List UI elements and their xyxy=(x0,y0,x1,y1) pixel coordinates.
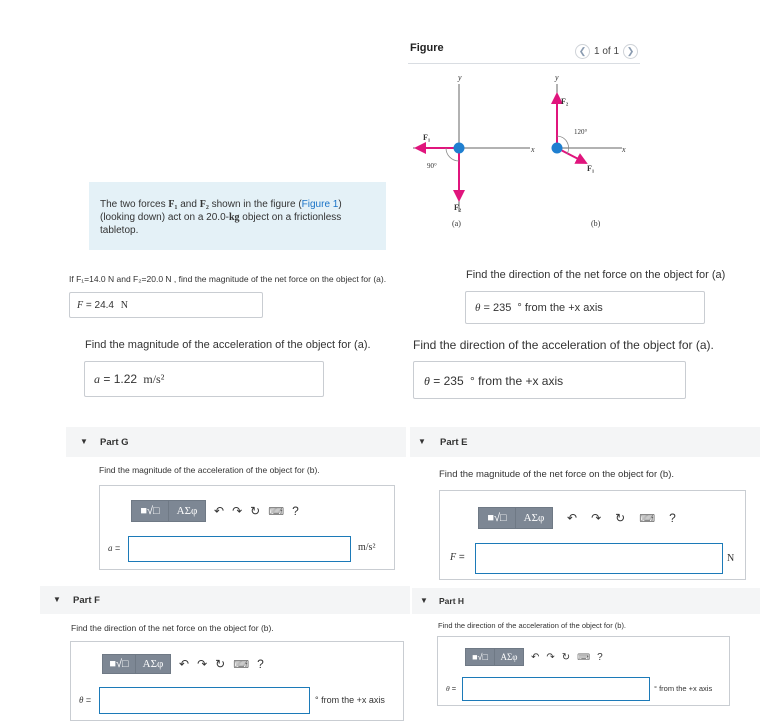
reset-icon[interactable]: ↻ xyxy=(615,511,626,525)
figure-link[interactable]: Figure 1 xyxy=(301,199,339,210)
answer-value: 1.22 xyxy=(113,372,138,386)
diagram-a-object xyxy=(454,143,465,154)
diagram-b-x-label: x xyxy=(622,145,626,154)
part-f-header[interactable] xyxy=(40,586,410,614)
answer-acceleration-a xyxy=(84,361,324,397)
unit-label: ° from the +x axis xyxy=(315,695,385,705)
intro-text: and xyxy=(177,199,200,210)
intro-text: The two forces xyxy=(100,199,169,210)
figure-pager xyxy=(575,44,638,59)
chevron-left-icon[interactable]: ❮ xyxy=(575,44,590,59)
help-icon[interactable]: ? xyxy=(669,511,676,525)
keyboard-icon[interactable]: ⌨ xyxy=(268,505,285,518)
part-h-label: Part H xyxy=(439,596,465,606)
unit-label: ° from the +x axis xyxy=(517,302,603,314)
greek-symbols-button[interactable]: ΑΣφ xyxy=(168,500,206,522)
help-icon[interactable]: ? xyxy=(257,657,264,671)
templates-button[interactable]: ■√□ xyxy=(131,500,169,522)
redo-icon[interactable]: ↷ xyxy=(232,504,243,518)
var-label: θ xyxy=(79,695,84,705)
part-f-input[interactable] xyxy=(99,687,310,714)
templates-button[interactable]: ■√□ xyxy=(478,507,516,529)
templates-button[interactable]: ■√□ xyxy=(465,648,495,666)
question-net-force-a: If F₁=14.0 N and F₂=20.0 N , find the magnitude of the net force on the object for (a). xyxy=(69,274,387,284)
var-label: a xyxy=(108,543,113,553)
answer-value: 235 xyxy=(443,374,464,388)
part-e-question: Find the magnitude of the net force on the object for (b). xyxy=(439,469,674,480)
equals-sign: = xyxy=(83,695,92,705)
diagram-a-y-label: y xyxy=(458,73,462,82)
part-f-question: Find the direction of the net force on the object for (b). xyxy=(71,623,274,633)
part-g-toolbar xyxy=(131,500,299,522)
part-g-header[interactable] xyxy=(66,427,406,457)
unit-label: m/s² xyxy=(358,542,376,553)
part-g-question: Find the magnitude of the acceleration of the object for (b). xyxy=(99,465,320,475)
unit-label: ° from the +x axis xyxy=(654,684,713,693)
figure-title: Figure xyxy=(410,42,444,54)
equals-sign: = xyxy=(429,374,444,388)
equals-sign: = xyxy=(83,300,95,311)
caret-down-icon: ▼ xyxy=(420,596,428,605)
help-icon[interactable]: ? xyxy=(292,504,299,518)
equals-sign: = xyxy=(456,552,465,563)
answer-value: 24.4 xyxy=(94,300,114,311)
diagram-b-object xyxy=(552,143,563,154)
caret-down-icon: ▼ xyxy=(418,437,426,446)
part-g-input[interactable] xyxy=(128,536,351,562)
part-f-label: Part F xyxy=(73,595,100,606)
caret-down-icon: ▼ xyxy=(80,437,88,446)
part-g-answer-panel xyxy=(99,485,395,570)
keyboard-icon[interactable]: ⌨ xyxy=(639,512,656,525)
diagram-b-y-label: y xyxy=(555,73,559,82)
diagram-a-f2-label: F₂ xyxy=(454,203,462,212)
answer-direction-acceleration-a xyxy=(413,361,686,399)
kg-unit: kg xyxy=(228,212,240,223)
diagram-b-caption: (b) xyxy=(591,219,601,228)
undo-icon[interactable]: ↶ xyxy=(214,504,225,518)
chevron-right-icon[interactable]: ❯ xyxy=(623,44,638,59)
var-label: θ xyxy=(475,302,481,314)
undo-icon[interactable]: ↶ xyxy=(179,657,190,671)
equals-sign: = xyxy=(112,543,121,553)
part-e-toolbar xyxy=(478,507,676,529)
part-h-answer-panel xyxy=(437,636,730,706)
intro-text: ) xyxy=(338,199,342,210)
part-e-header[interactable] xyxy=(410,427,760,457)
diagram-a-angle: 90° xyxy=(427,162,437,170)
unit-label: ° from the +x axis xyxy=(469,374,564,388)
keyboard-icon[interactable]: ⌨ xyxy=(577,651,591,662)
diagram-b-f2-label: F₂ xyxy=(561,97,569,106)
var-label: F xyxy=(77,300,84,311)
reset-icon[interactable]: ↻ xyxy=(561,651,571,663)
diagram-a xyxy=(413,73,535,228)
part-e-input[interactable] xyxy=(475,543,723,574)
diagram-b-angle: 120° xyxy=(574,128,588,136)
greek-symbols-button[interactable]: ΑΣφ xyxy=(135,654,171,674)
keyboard-icon[interactable]: ⌨ xyxy=(233,658,250,671)
part-f-toolbar xyxy=(102,654,264,674)
question-direction-acceleration-a: Find the direction of the acceleration of the object for (a). xyxy=(413,338,714,352)
part-g-label: Part G xyxy=(100,437,129,448)
pager-label: 1 of 1 xyxy=(594,46,620,57)
equals-sign: = xyxy=(480,302,493,314)
part-h-toolbar xyxy=(465,648,603,666)
answer-net-force-a xyxy=(69,292,263,318)
reset-icon[interactable]: ↻ xyxy=(250,504,261,518)
intro-text: object on a frictionless xyxy=(239,212,342,223)
caret-down-icon: ▼ xyxy=(53,595,61,604)
f1-symbol: F₁ xyxy=(168,199,178,210)
part-e-label: Part E xyxy=(440,437,468,448)
undo-icon[interactable]: ↶ xyxy=(531,651,540,663)
f2-symbol: F₂ xyxy=(199,199,209,210)
problem-statement xyxy=(89,182,386,250)
answer-value: 235 xyxy=(492,302,512,314)
redo-icon[interactable]: ↷ xyxy=(546,651,555,663)
equals-sign: = xyxy=(449,684,457,693)
question-acceleration-a: Find the magnitude of the acceleration of the object for (a). xyxy=(85,339,371,351)
reset-icon[interactable]: ↻ xyxy=(215,657,226,671)
diagram-a-caption: (a) xyxy=(452,219,461,228)
part-h-input[interactable] xyxy=(462,677,650,701)
unit-label: m/s² xyxy=(143,372,165,386)
redo-icon[interactable]: ↷ xyxy=(591,511,602,525)
help-icon[interactable]: ? xyxy=(597,651,603,663)
intro-text: shown in the figure ( xyxy=(208,199,302,210)
part-h-question: Find the direction of the acceleration of the object for (b). xyxy=(438,621,627,630)
greek-symbols-button[interactable]: ΑΣφ xyxy=(515,507,553,529)
intro-text: tabletop. xyxy=(100,225,139,236)
question-direction-force-a: Find the direction of the net force on the object for (a) xyxy=(466,269,726,281)
templates-button[interactable]: ■√□ xyxy=(102,654,136,674)
diagram-b-f1-label: F₁ xyxy=(587,164,595,173)
var-label: θ xyxy=(446,684,450,693)
answer-direction-force-a xyxy=(465,291,705,324)
part-h-header[interactable] xyxy=(412,588,760,614)
part-f-answer-panel xyxy=(70,641,404,721)
equals-sign: = xyxy=(100,372,114,386)
greek-symbols-button[interactable]: ΑΣφ xyxy=(494,648,524,666)
var-label: F xyxy=(450,552,457,563)
redo-icon[interactable]: ↷ xyxy=(197,657,208,671)
diagram-a-x-label: x xyxy=(531,145,535,154)
var-label: a xyxy=(94,372,100,386)
force-diagram xyxy=(408,64,640,234)
unit-label: N xyxy=(727,553,735,564)
part-e-answer-panel xyxy=(439,490,746,580)
intro-text: (looking down) act on a 20.0- xyxy=(100,212,229,223)
var-label: θ xyxy=(424,374,430,388)
diagram-b xyxy=(552,73,627,228)
undo-icon[interactable]: ↶ xyxy=(567,511,578,525)
unit-label: N xyxy=(120,300,128,311)
diagram-a-f1-label: F₁ xyxy=(423,133,431,142)
